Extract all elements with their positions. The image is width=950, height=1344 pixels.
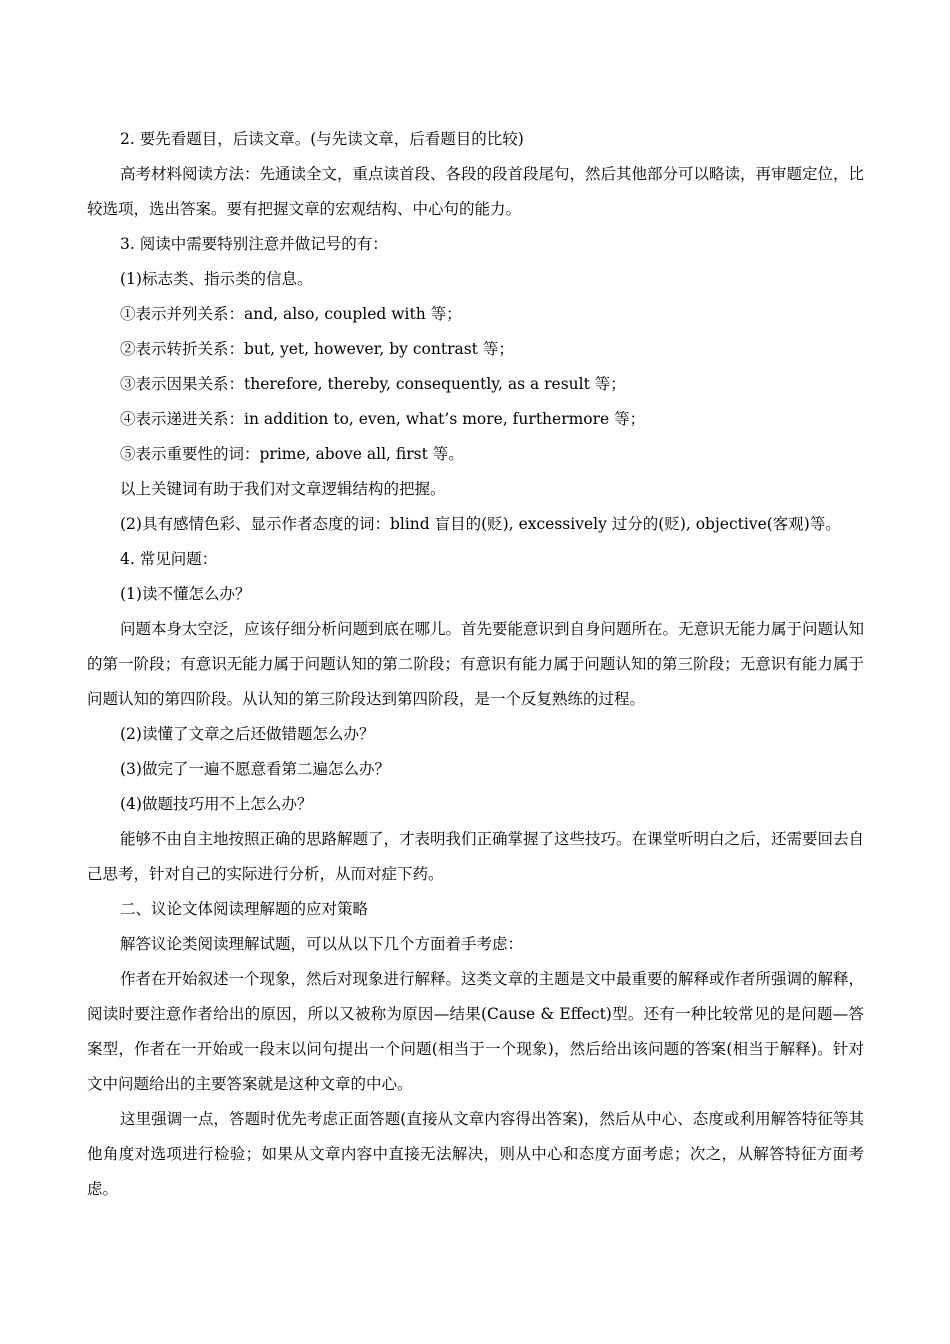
paragraph-cause-effect-type: 作者在开始叙述一个现象，然后对现象进行解释。这类文章的主题是文中最重要的解释或作者所强调的解释，阅读时要注意作者给出的原因，所以又被称为原因—结果(Cause & Effect)型。还有一种比较常见的是问题—答案型，作者在一开始或一段末以问句提出一个问题(相当于一个现象)，然后给出该问题的答案(相当于解释)。针对文中问题给出的主要答案就是这种文章的中心。	[87, 970, 865, 1093]
paragraph-mastery: 能够不由自主地按照正确的思路解题了，才表明我们正确掌握了这些技巧。在课堂听明白之后，还需要回去自己思考，针对自己的实际进行分析，从而对症下药。	[87, 830, 865, 883]
list-item-parallel: ①表示并列关系：and, also, coupled with 等；	[120, 305, 462, 323]
paragraph-reading-order: 2. 要先看题目，后读文章。(与先读文章，后看题目的比较)	[120, 130, 524, 148]
paragraph-signal-info: (1)标志类、指示类的信息。	[120, 270, 313, 288]
paragraph-approach-intro: 解答议论类阅读理解试题，可以从以下几个方面着手考虑：	[120, 935, 524, 953]
paragraph-keywords-summary: 以上关键词有助于我们对文章逻辑结构的把握。	[120, 480, 446, 498]
list-item-progression: ④表示递进关系：in addition to, even, what’s more, furthermore 等；	[120, 410, 646, 428]
list-item-contrast: ②表示转折关系：but, yet, however, by contrast 等；	[120, 340, 514, 358]
section-heading-argumentative: 二、议论文体阅读理解题的应对策略	[120, 900, 369, 918]
paragraph-answer-priority: 这里强调一点，答题时优先考虑正面答题(直接从文章内容得出答案)，然后从中心、态度或利用解答特征等其他角度对选项进行检验；如果从文章内容中直接无法解决，则从中心和态度方面考虑；次之，从解答特征方面考虑。	[87, 1110, 864, 1198]
question-still-wrong: (2)读懂了文章之后还做错题怎么办？	[120, 725, 375, 743]
question-skills-unused: (4)做题技巧用不上怎么办？	[120, 795, 313, 813]
list-item-cause-effect: ③表示因果关系：therefore, thereby, consequently, as a result 等；	[120, 375, 626, 393]
list-item-importance: ⑤表示重要性的词：prime, above all, first 等。	[120, 445, 464, 463]
paragraph-common-questions-heading: 4. 常见问题：	[120, 550, 218, 568]
paragraph-problem-awareness: 问题本身太空泛，应该仔细分析问题到底在哪儿。首先要能意识到自身问题所在。无意识无能力属于问题认知的第一阶段；有意识无能力属于问题认知的第二阶段；有意识有能力属于问题认知的第三阶段；无意识有能力属于问题认知的第四阶段。从认知的第三阶段达到第四阶段，是一个反复熟练的过程。	[87, 620, 865, 708]
question-cannot-understand: (1)读不懂怎么办？	[120, 585, 251, 603]
paragraph-attitude-words: (2)具有感情色彩、显示作者态度的词：blind 盲目的(贬), excessively 过分的(贬), objective(客观)等。	[120, 515, 841, 533]
paragraph-marking-heading: 3. 阅读中需要特别注意并做记号的有：	[120, 235, 388, 253]
question-second-pass: (3)做完了一遍不愿意看第二遍怎么办？	[120, 760, 390, 778]
document-body	[87, 122, 864, 1207]
paragraph-exam-reading-method: 高考材料阅读方法：先通读全文，重点读首段、各段的段首段尾句，然后其他部分可以略读，再审题定位，比较选项，选出答案。要有把握文章的宏观结构、中心句的能力。	[87, 165, 865, 218]
